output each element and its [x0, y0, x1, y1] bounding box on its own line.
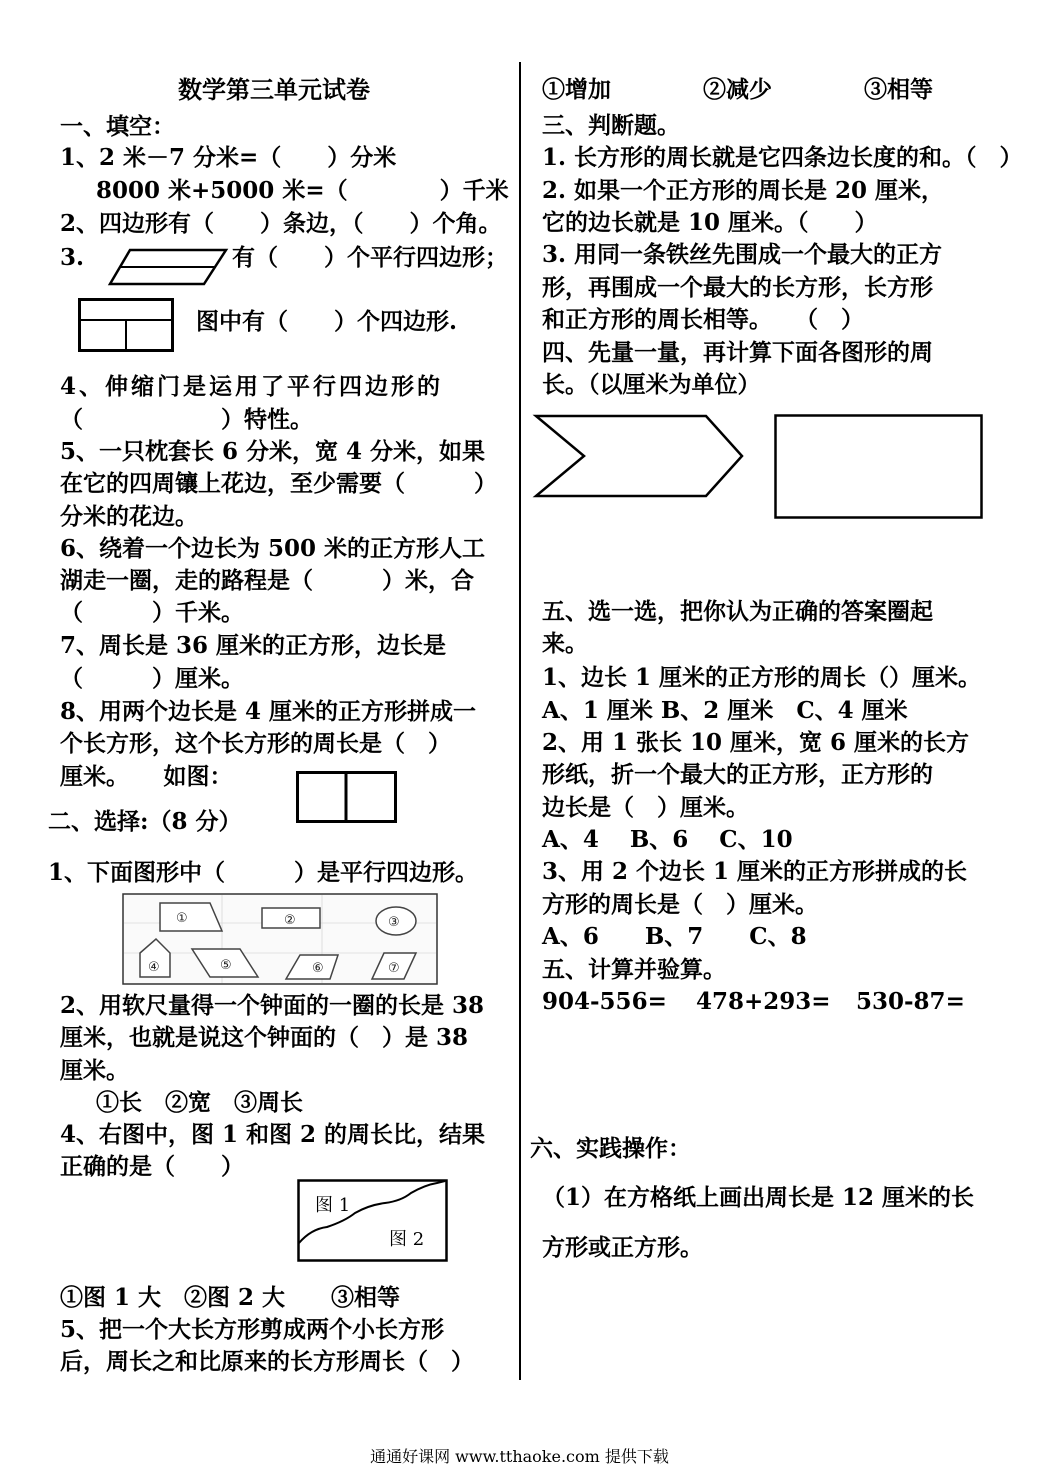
parallelogram-strip-figure [108, 246, 230, 288]
question-line: 它的边长就是 10 厘米。（ ） [542, 209, 878, 236]
answer-options: ①图 1 大 ②图 2 大 ③相等 [60, 1284, 401, 1311]
section-heading-select: 五、选一选，把你认为正确的答案圈起 [542, 598, 933, 625]
section-heading-choice: 二、选择:（8 分） [48, 808, 242, 835]
shape-label: ⑥ [312, 961, 324, 976]
question-line: 形，再围成一个最大的长方形，长方形 [542, 274, 933, 301]
question-line: 来。 [542, 630, 588, 657]
answer-options: ①增加 ②减少 ③相等 [542, 76, 933, 103]
answer-options: A、4 B、6 C、10 [542, 826, 793, 853]
question-line: 2. 如果一个正方形的周长是 20 厘米， [542, 177, 945, 204]
shape-label: ③ [388, 915, 400, 930]
two-squares-figure [296, 771, 398, 825]
question-line: 分米的花边。 [60, 503, 198, 530]
question-line: （1）在方格纸上画出周长是 12 厘米的长 [542, 1184, 975, 1211]
shape-label: ② [284, 913, 296, 928]
question-line: 湖走一圈，走的路程是（ ）米，合 [60, 567, 474, 594]
shape-label: ⑤ [220, 958, 232, 973]
question-line: 1. 长方形的周长就是它四条边长度的和。（ ） [542, 144, 1023, 171]
question-line: 2、用 1 张长 10 厘米，宽 6 厘米的长方 [542, 729, 970, 756]
calc-problem: 530-87= [856, 988, 965, 1015]
calc-problem: 478+293= [696, 988, 831, 1015]
question-number: 3. [60, 244, 85, 271]
question-line: 1、2 米－7 分米=（ ）分米 [60, 144, 397, 171]
footer-source: 通通好课网 www.tthaoke.com 提供下载 [370, 1447, 669, 1466]
page-title: 数学第三单元试卷 [178, 75, 370, 104]
question-line: 6、绕着一个边长为 500 米的正方形人工 [60, 535, 486, 562]
figure-2-label: 图 2 [389, 1229, 425, 1250]
section-heading-measure: 四、先量一量，再计算下面各图形的周 [542, 339, 933, 366]
question-line: 正确的是（ ） [60, 1153, 244, 1180]
question-line: （ ）千米。 [60, 599, 244, 626]
question-line: 厘米。 如图： [60, 763, 233, 790]
question-line: 长。（以厘米为单位） [542, 371, 761, 398]
question-line: 1、下面图形中（ ）是平行四边形。 [48, 859, 479, 886]
question-line: 2、用软尺量得一个钟面的一圈的长是 38 [60, 992, 485, 1019]
question-line: 个长方形，这个长方形的周长是（ ） [60, 730, 451, 757]
figure-1-label: 图 1 [315, 1195, 351, 1216]
section-heading-practice: 六、实践操作： [530, 1135, 691, 1162]
question-line: 7、周长是 36 厘米的正方形，边长是 [60, 632, 447, 659]
column-divider [519, 62, 521, 1380]
calc-problem: 904-556= [542, 988, 667, 1015]
chevron-shape-figure [534, 414, 746, 500]
question-line: 厘米。 [60, 1057, 129, 1084]
question-line: 有（ ）个平行四边形； [232, 244, 508, 271]
question-line: 3. 用同一条铁丝先围成一个最大的正方 [542, 241, 943, 268]
shapes-picture [122, 893, 438, 985]
question-line: 图中有（ ）个四边形. [196, 308, 458, 335]
shape-label: ④ [148, 960, 160, 975]
question-line: 4、伸缩门是运用了平行四边形的 [60, 373, 444, 400]
question-line: 4、右图中，图 1 和图 2 的周长比，结果 [60, 1121, 486, 1148]
answer-options: A、1 厘米 B、2 厘米 C、4 厘米 [542, 697, 908, 724]
shape-label: ① [176, 911, 188, 926]
section-heading-calc: 五、计算并验算。 [542, 956, 726, 983]
section-heading-judge: 三、判断题。 [542, 112, 680, 139]
question-line: 形纸，折一个最大的正方形，正方形的 [542, 761, 933, 788]
question-line: （ ）厘米。 [60, 665, 244, 692]
question-line: 后，周长之和比原来的长方形周长（ ） [60, 1348, 474, 1375]
question-line: 3、用 2 个边长 1 厘米的正方形拼成的长 [542, 858, 968, 885]
rectangle-split-figure [78, 298, 174, 354]
question-line: 厘米，也就是说这个钟面的（ ）是 38 [60, 1024, 469, 1051]
question-line: 和正方形的周长相等。 （ ） [542, 306, 864, 333]
shape-label: ⑦ [388, 961, 400, 976]
question-line: 5、把一个大长方形剪成两个小长方形 [60, 1316, 445, 1343]
question-line: 2、四边形有（ ）条边，（ ）个角。 [60, 210, 502, 237]
section-heading-fill: 一、填空： [60, 113, 175, 140]
answer-options: A、6 B、7 C、8 [542, 923, 807, 950]
question-line: 8、用两个边长是 4 厘米的正方形拼成一 [60, 698, 477, 725]
question-line: 方形的周长是（ ）厘米。 [542, 891, 818, 918]
question-line: 8000 米+5000 米=（ ）千米 [96, 177, 509, 204]
question-line: 5、一只枕套长 6 分米，宽 4 分米，如果 [60, 438, 486, 465]
question-line: 边长是（ ）厘米。 [542, 794, 749, 821]
question-line: 方形或正方形。 [542, 1234, 703, 1261]
question-line: （ ）特性。 [60, 406, 313, 433]
question-line: 1、边长 1 厘米的正方形的周长（）厘米。 [542, 664, 982, 691]
perimeter-compare-figure [297, 1179, 449, 1263]
rectangle-measure-figure [774, 414, 984, 520]
answer-options: ①长 ②宽 ③周长 [96, 1089, 303, 1116]
question-line: 在它的四周镶上花边，至少需要（ ） [60, 470, 497, 497]
